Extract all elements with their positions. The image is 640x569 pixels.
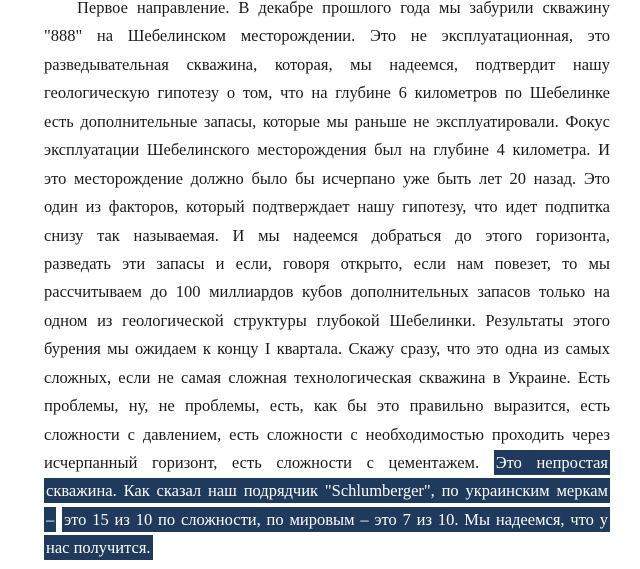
text-segment: снизу так называемая. И мы надеемся добраться до этого горизонта,: [44, 225, 610, 245]
text-line: [44, 79, 610, 107]
text-segment: одном из геологической структуры глубокой Шебелинки. Результаты этого: [44, 310, 610, 330]
text-segment: разведать эти запасы и если, говоря открыто, если нам повезет, то мы: [44, 253, 610, 273]
text-line: [44, 0, 610, 22]
text-line: [44, 477, 610, 505]
text-line: [44, 108, 610, 136]
text-segment: разведывательная скважина, которая, мы надеемся, подтвердит нашу: [44, 54, 610, 74]
document-page[interactable]: [44, 0, 610, 563]
text-line: [44, 534, 610, 562]
text-line: [44, 222, 610, 250]
text-line: [44, 449, 610, 477]
text-line: [44, 136, 610, 164]
text-segment: геологическую гипотезу о том, что на глубине 6 километров по Шебелинке: [44, 83, 610, 103]
text-segment: исчерпанный горизонт, есть сложности с цементажем.: [44, 453, 480, 472]
text-segment: рассчитываем до 100 миллиардов кубов дополнительных запасов только на: [44, 282, 610, 302]
text-line: [44, 51, 610, 79]
text-line: [44, 193, 610, 221]
text-segment: есть дополнительные запасы, которые мы раньше не эксплуатировали. Фокус: [44, 111, 610, 131]
highlighted-text: скважина. Как сказал наш подрядчик "Schlumberger", по украинским меркам: [44, 478, 610, 503]
text-segment: сложных, если не самая сложная технологическая скважина в Украине. Есть: [44, 367, 610, 387]
text-segment: проблемы, ну, не проблемы, есть, как бы это правильно выразится, есть: [44, 396, 610, 416]
text-segment: это месторождение должно было бы исчерпано уже быть лет 20 назад. Это: [44, 168, 610, 188]
text-segment: эксплуатации Шебелинского месторождения был на глубине 4 километра. И: [44, 140, 610, 160]
text-segment: сложности с давлением, есть сложности с необходимостью проходить через: [44, 424, 610, 444]
text-line: [44, 392, 610, 420]
text-line: [44, 364, 610, 392]
text-segment: Первое направление. В декабре прошлого года мы забурили скважину: [77, 0, 610, 17]
highlighted-text: Это непростая: [494, 450, 610, 475]
text-line: [44, 250, 610, 278]
highlighted-text: –: [44, 507, 56, 532]
text-line: [44, 335, 610, 363]
text-line: [44, 307, 610, 335]
text-line: [44, 506, 610, 534]
text-line: [44, 165, 610, 193]
highlighted-text: это 15 из 10 по сложности, по мировым – это 7 из 10. Мы надеемся, что у: [62, 507, 610, 532]
text-line: [44, 421, 610, 449]
text-segment: бурения мы ожидаем к концу I квартала. Скажу сразу, что это одна из самых: [44, 339, 610, 359]
text-line: [44, 278, 610, 306]
highlighted-text: нас получится.: [44, 535, 153, 560]
text-segment: один из факторов, который подтверждает нашу гипотезу, что идет подпитка: [44, 197, 610, 217]
text-line: [44, 22, 610, 50]
text-segment: "888" на Шебелинском месторождении. Это не эксплуатационная, это: [44, 26, 610, 46]
